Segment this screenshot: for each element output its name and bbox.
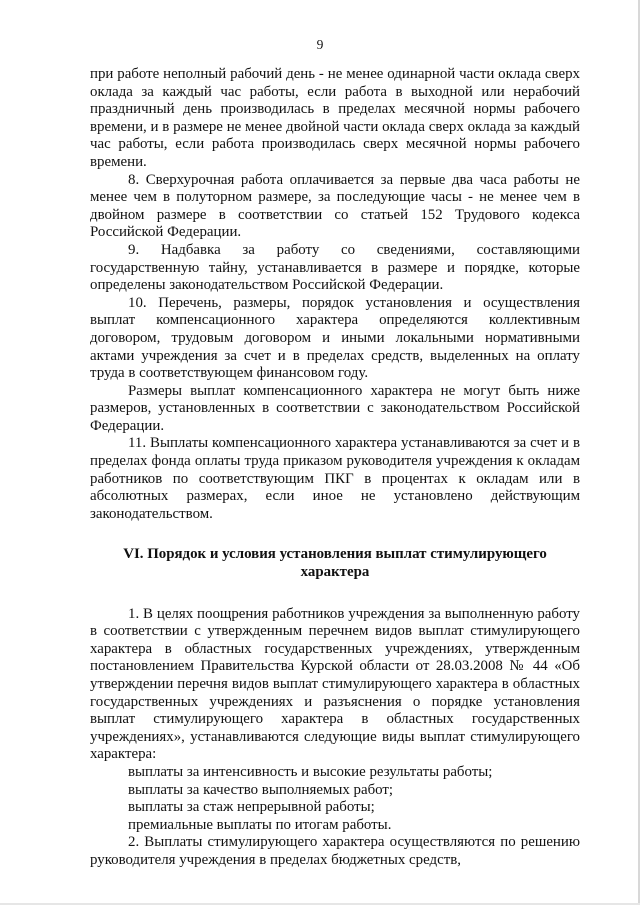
list-item: премиальные выплаты по итогам работы. <box>128 816 392 833</box>
list-item: выплаты за качество выполняемых работ; <box>128 781 394 798</box>
paragraph-10: 10. Перечень, размеры, порядок установления и осуществления выплат компенсационного характера определяются коллективным договором, трудовым договором и иными локальными нормативными актами учреждения за счет и в пределах средств, выделенных на оплату труда в соответствующем финансовом году. <box>90 294 580 382</box>
page-number: 9 <box>316 37 324 52</box>
list-item: выплаты за стаж непрерывной работы; <box>128 799 375 816</box>
paragraph-9: 9. Надбавка за работу со сведениями, составляющими государственную тайну, устанавливается в размере и порядке, которые определены законодательством Российской Федерации. <box>90 241 580 294</box>
document-body <box>90 66 580 870</box>
paragraph-8: 8. Сверхурочная работа оплачивается за первые два часа работы не менее чем в полуторном размере, за последующие часы - не менее чем в двойном размере в соответствии со статьей 152 Трудового кодекса Российской Федерации. <box>90 171 580 241</box>
paragraph-vi-1: 1. В целях поощрения работников учреждения за выполненную работу в соответствии с утвержденным перечнем видов выплат стимулирующего характера в областных государственных учреждениях, утвержденным постановлением Правительства Курской области от 28.03.2008 № 44 «Об утверждении перечня видов выплат стимулирующего характера в областных государственных учреждениях и разъяснения о порядке установления выплат стимулирующего характера в областных государственных учреждениях», устанавливаются следующие виды выплат стимулирующего характера: <box>90 605 580 763</box>
section-heading: VI. Порядок и условия установления выплат стимулирующего характера <box>123 546 547 581</box>
paragraph-10-sizes: Размеры выплат компенсационного характера не могут быть ниже размеров, установленных в соответствии с законодательством Российской Федерации. <box>90 382 580 434</box>
paragraph-11: 11. Выплаты компенсационного характера устанавливаются за счет и в пределах фонда оплаты труда приказом руководителя учреждения к окладам работников по соответствующим ПКГ в процентах к окладам или в абсолютных размерах, если иное не установлено действующим законодательством. <box>90 435 580 522</box>
paragraph-vi-2: 2. Выплаты стимулирующего характера осуществляются по решению руководителя учреждения в пределах бюджетных средств, <box>90 834 580 868</box>
paragraph-continuation: при работе неполный рабочий день - не менее одинарной части оклада сверх оклада за каждый час работы, если работа в выходной или нерабочий праздничный день производилась в пределах месячной нормы рабочего времени, и в размере не менее двойной части оклада сверх оклада за каждый час работы, если работа производилась сверх месячной нормы рабочего времени. <box>90 66 580 170</box>
list-item: выплаты за интенсивность и высокие результаты работы; <box>128 763 493 780</box>
